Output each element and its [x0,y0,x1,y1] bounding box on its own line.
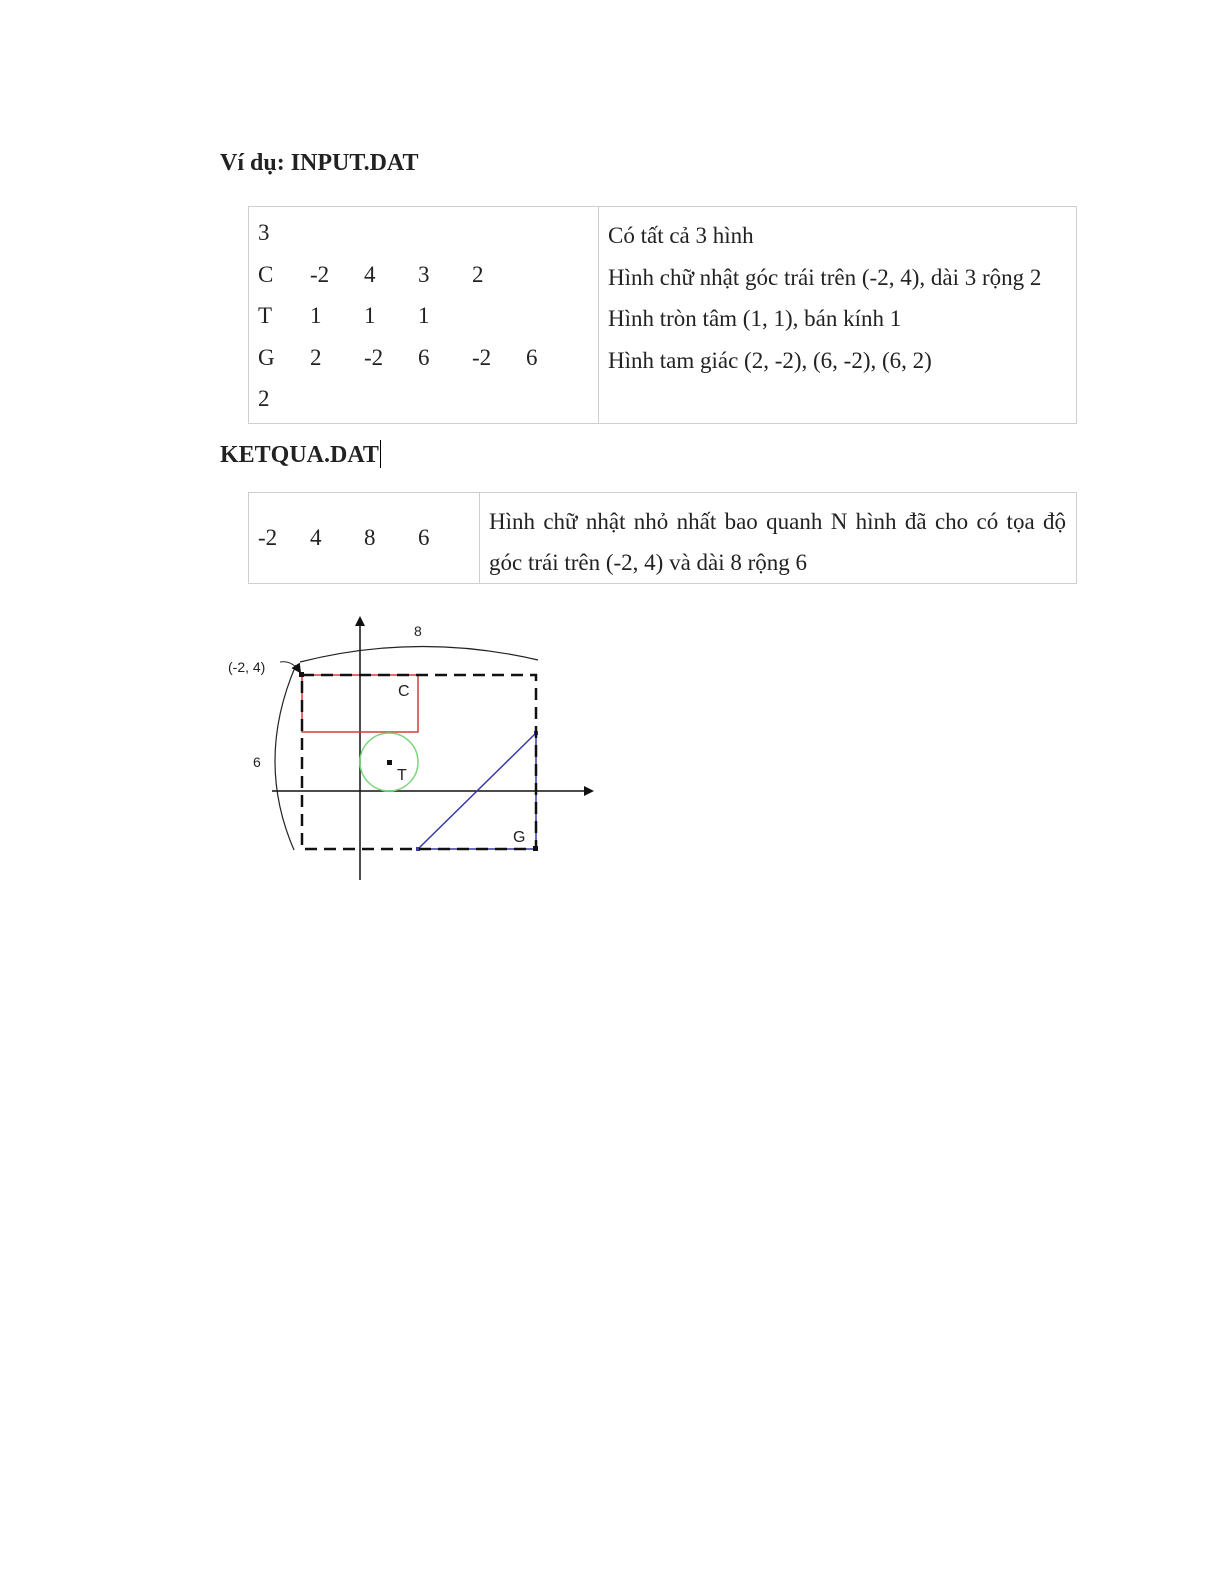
input-token: 3 [258,220,270,245]
input-token: 6 [418,344,430,370]
input-token: -2 [364,344,384,370]
rectangle-label: C [398,683,410,700]
input-heading: Ví dụ: INPUT.DAT [220,150,419,176]
width-arc [300,646,538,662]
input-token: -2 [472,344,492,370]
input-description: Hình tam giác (2, -2), (6, -2), (6, 2) [608,347,932,373]
input-description: Hình tròn tâm (1, 1), bán kính 1 [608,306,902,331]
input-token: -2 [310,261,330,287]
input-token: 6 [526,344,538,370]
input-token: C [258,261,274,287]
input-token: T [258,303,273,328]
input-token: 1 [364,303,376,328]
input-token: 2 [472,261,484,287]
height-label: 6 [253,754,261,770]
corner-point [533,846,538,851]
corner-label: (-2, 4) [228,659,266,675]
output-token: 8 [364,525,376,550]
corner-point [299,672,304,677]
width-label: 8 [414,623,422,639]
output-example-table [248,492,1077,584]
bounding-box-diagram [220,610,610,890]
input-token: 1 [418,303,430,328]
input-token: 4 [364,261,376,287]
input-token: 2 [258,386,270,411]
input-token: 2 [310,344,322,370]
input-line [258,215,598,257]
triangle-label: G [513,829,526,846]
input-line [258,340,598,382]
output-token: -2 [258,525,278,550]
input-description-cell [599,207,1077,424]
bounding-box [302,675,536,849]
input-description: Hình chữ nhật góc trái trên (-2, 4), dài 3 rộng 2 [608,264,1042,290]
input-line [258,381,598,423]
input-token: 3 [418,261,430,287]
output-values-cell [249,493,480,584]
output-heading-text: KETQUA.DAT [220,442,379,468]
input-line [258,257,598,299]
circle-center [387,760,392,765]
input-example-table [248,206,1077,424]
input-token: 1 [310,303,322,328]
height-arc [275,665,296,850]
output-token: 6 [418,525,430,550]
output-token: 4 [310,525,322,550]
input-description: Có tất cả 3 hình [608,223,754,248]
corner-pointer [280,662,300,672]
input-token: G [258,344,275,370]
text-caret [380,440,381,468]
output-description-cell: Hình chữ nhật nhỏ nhất bao quanh N hình đã cho có tọa độ góc trái trên (-2, 4) và dài 8 rộng 6 [480,493,1077,584]
output-heading [220,440,381,469]
input-line [258,298,598,340]
circle-label: T [397,767,407,784]
input-code-cell [249,207,599,424]
